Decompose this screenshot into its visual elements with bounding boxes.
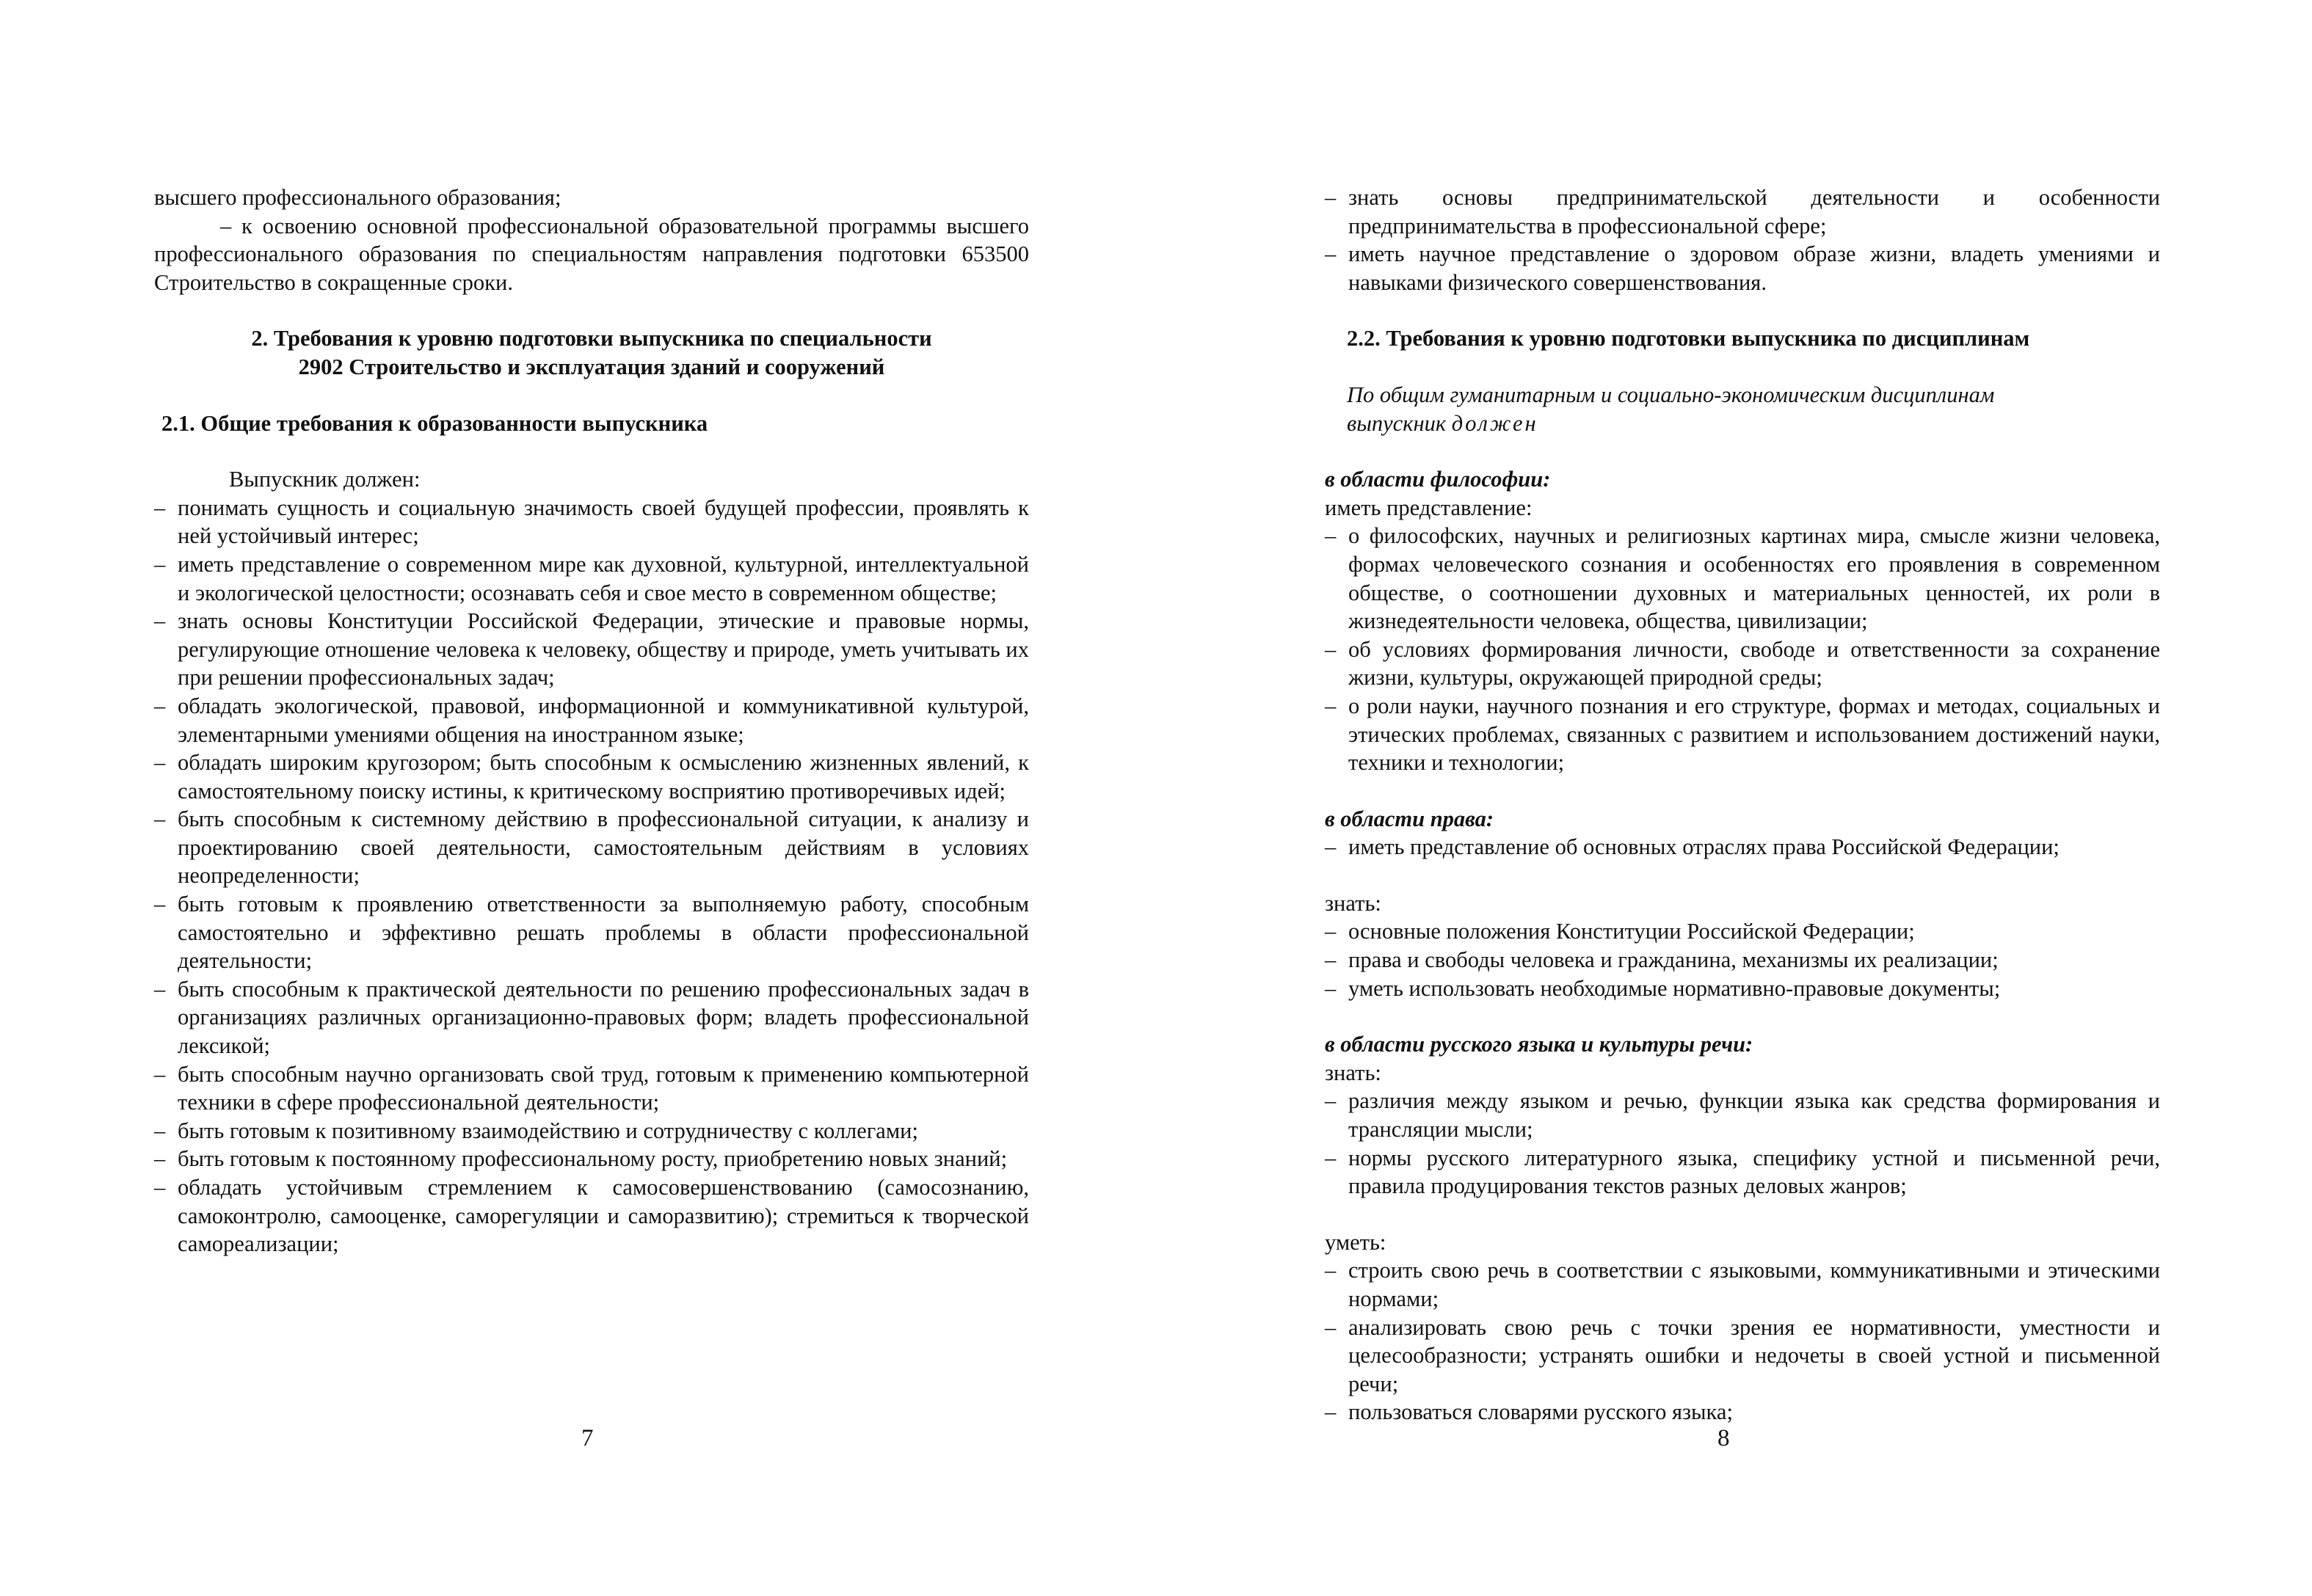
spacer [1325, 861, 2160, 889]
list-item: – различия между языком и речью, функции языка как средства формирования и трансляции мысли; [1325, 1087, 2160, 1143]
left-intro-line: высшего профессионального образования; [154, 185, 561, 210]
list-item: – права и свободы человека и гражданина, механизмы их реализации; [1325, 946, 2160, 974]
law-label: в области права: [1325, 806, 1494, 831]
right-page [1325, 183, 2160, 1426]
list-item: – пользоваться словарями русского языка; [1325, 1398, 2160, 1426]
russian-know-list [1325, 1087, 2160, 1200]
list-item: – быть готовым к позитивному взаимодействию и сотрудничеству с коллегами; [154, 1117, 1029, 1145]
spacer [1325, 296, 2160, 324]
list-item: – уметь использовать необходимые нормативно-правовые документы; [1325, 974, 2160, 1003]
law-know-list [1325, 917, 2160, 1002]
law-know-label: знать: [1325, 890, 1381, 916]
philosophy-sub-label: иметь представление: [1325, 495, 1533, 520]
russian-know-label: знать: [1325, 1060, 1381, 1085]
left-intro-item: – к освоению основной профессиональной образовательной программы высшего профессионального образования по специальностям направления подготовки 653500 Строительство в сокращенные сроки. [154, 213, 1029, 295]
spacer [154, 437, 1029, 465]
section-2-2-heading: 2.2. Требования к уровню подготовки выпускника по дисциплинам [1347, 326, 2030, 351]
philosophy-list [1325, 522, 2160, 776]
disciplines-intro-line1: По общим гуманитарным и социально-экономическим дисциплинам [1347, 382, 1995, 407]
spacer [154, 296, 1029, 324]
spacer [1325, 437, 2160, 465]
list-item: – быть готовым к проявлению ответственности за выполняемую работу, способным самостоятельно и эффективно решать проблемы в области профессиональной деятельности; [154, 890, 1029, 975]
list-item: – нормы русского литературного языка, специфику устной и письменной речи, правила продуцирования текстов разных деловых жанров; [1325, 1144, 2160, 1200]
list-item: – иметь научное представление о здоровом образе жизни, владеть умениями и навыками физического совершенствования. [1325, 240, 2160, 296]
section-2-heading-line2: 2902 Строительство и эксплуатация зданий и сооружений [298, 354, 885, 379]
list-item: – обладать устойчивым стремлением к самосовершенствованию (самосознанию, самоконтролю, самооценке, саморегуляции и саморазвитию); стремиться к творческой самореализации; [154, 1173, 1029, 1258]
philosophy-label: в области философии: [1325, 467, 1551, 492]
list-item: – обладать широким кругозором; быть способным к осмыслению жизненных явлений, к самостоятельному поиску истины, к критическому восприятию противоречивых идей; [154, 748, 1029, 805]
list-item: – иметь представление о современном мире как духовной, культурной, интеллектуальной и экологической целостности; осознавать себя и свое место в современном обществе; [154, 550, 1029, 607]
list-item: – быть способным к практической деятельности по решению профессиональных задач в организациях различных организационно-правовых форм; владеть профессиональной лексикой; [154, 975, 1029, 1060]
list-item: – быть готовым к постоянному профессиональному росту, приобретению новых знаний; [154, 1145, 1029, 1173]
list-item: – понимать сущность и социальную значимость своей будущей профессии, проявлять к ней устойчивый интерес; [154, 494, 1029, 550]
left-page [154, 183, 1029, 1258]
law-list [1325, 833, 2160, 861]
section-2-1-heading: 2.1. Общие требования к образованности выпускника [161, 410, 708, 436]
list-item: – иметь представление об основных отраслях права Российской Федерации; [1325, 833, 2160, 861]
list-item: – строить свою речь в соответствии с языковыми, коммуникативными и этическими нормами; [1325, 1256, 2160, 1313]
list-item: – анализировать свою речь с точки зрения ее нормативности, уместности и целесообразности; устранять ошибки и недочеты в своей устной и письменной речи; [1325, 1313, 2160, 1399]
page-number-right: 8 [1717, 1425, 1730, 1451]
russian-label: в области русского языка и культуры речи: [1325, 1032, 1753, 1057]
list-item: – о философских, научных и религиозных картинах мира, смысле жизни человека, формах человеческого сознания и особенностях его проявления в современном обществе, о соотношении духовных и материальных ценностей, их роли в жизнедеятельности человека, общества, цивилизации; [1325, 522, 2160, 635]
spacer [1325, 1200, 2160, 1228]
list-item: – основные положения Конституции Российской Федерации; [1325, 917, 2160, 946]
list-item: – знать основы предпринимательской деятельности и особенности предпринимательства в профессиональной сфере; [1325, 183, 2160, 240]
spacer [1325, 777, 2160, 805]
list-item: – обладать экологической, правовой, информационной и коммуникативной культурой, элементарными умениями общения на иностранном языке; [154, 692, 1029, 748]
disciplines-intro-line2 [1325, 409, 2160, 438]
graduate-must-label: Выпускник должен: [229, 467, 421, 492]
graduate-requirements-list [154, 494, 1029, 1258]
intro-must-word: должен [1451, 410, 1538, 436]
list-item: – быть способным к системному действию в профессиональной ситуации, к анализу и проектированию своей деятельности, самостоятельным действиям в условиях неопределенности; [154, 805, 1029, 890]
list-item: – о роли науки, научного познания и его структуре, формах и методах, социальных и этических проблемах, связанных с развитием и использованием достижений науки, техники и технологии; [1325, 692, 2160, 777]
section-2-heading-line1: 2. Требования к уровню подготовки выпускника по специальности [251, 326, 932, 351]
spacer [1325, 1002, 2160, 1030]
top-requirements-list [1325, 183, 2160, 296]
russian-can-label: уметь: [1325, 1229, 1386, 1255]
intro-graduate-word: выпускник [1347, 410, 1452, 436]
russian-can-list [1325, 1256, 2160, 1426]
page-number-left: 7 [581, 1425, 594, 1451]
list-item: – об условиях формирования личности, свободе и ответственности за сохранение жизни, культуры, окружающей природной среды; [1325, 635, 2160, 692]
list-item: – знать основы Конституции Российской Федерации, этические и правовые нормы, регулирующие отношение человека к человеку, обществу и природе, уметь учитывать их при решении профессиональных задач; [154, 607, 1029, 692]
spacer [154, 382, 1029, 409]
spacer [1325, 353, 2160, 381]
list-item: – быть способным научно организовать свой труд, готовым к применению компьютерной техники в сфере профессиональной деятельности; [154, 1060, 1029, 1117]
